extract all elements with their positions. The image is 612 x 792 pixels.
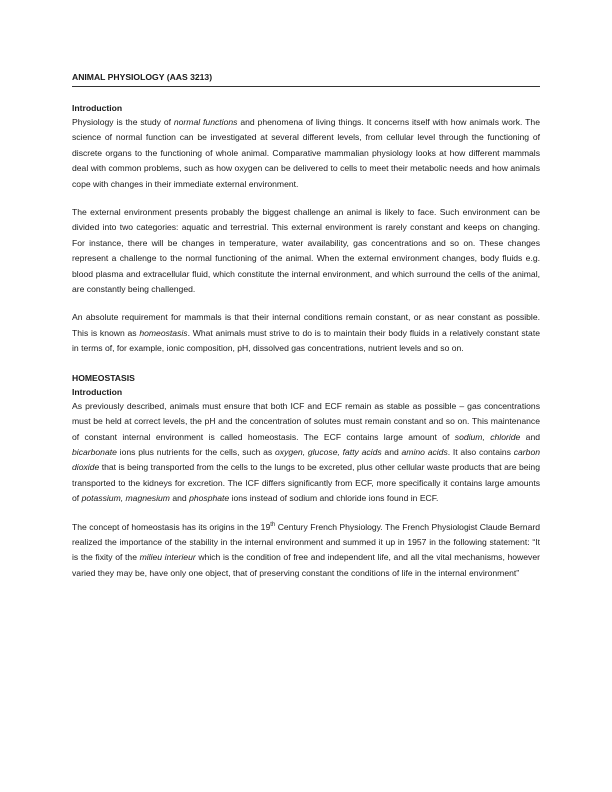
intro-paragraph-1: Physiology is the study of normal functions and phenomena of living things. It concerns itself with how animals work. The science of normal function can be investigated at several different levels, from cellular level through the functioning of discrete organs to the functioning of whole animal. Comparative mammalian physiology looks at how different mammals deal with common problems, such as how oxygen can be delivered to cells to meet their metabolic needs and how animals cope with changes in their immediate external environment. — [72, 117, 540, 189]
section-heading-homeostasis: HOMEOSTASIS — [72, 372, 135, 383]
emphasis-homeostasis: homeostasis — [139, 327, 188, 338]
subsection-heading-introduction: Introduction — [72, 386, 123, 397]
emphasis-milieu-interieur: milieu interieur — [139, 552, 196, 563]
homeostasis-paragraph-1: As previously described, animals must ensure that both ICF and ECF remain as stable as possible – gas concentrations must be held at correct levels, the pH and the concentration of solutes must remain constant and so on. This maintenance of constant internal environment is called homeostasis. The ECF contains large amount of sodium, chloride and bicarbonate ions plus nutrients for the cells, such as oxygen, glucose, fatty acids and amino acids. It also contains carbon dioxide that is being transported from the cells to the lungs to be excreted, plus other cellular waste products that are being transported to the kidneys for excretion. The ICF differs significantly from ECF, more specifically it contains large amounts of potassium, magnesium and phosphate ions instead of sodium and chloride ions found in ECF. — [72, 400, 541, 504]
intro-paragraph-3: An absolute requirement for mammals is that their internal conditions remain constant, or as near constant as possible. This is known as homeostasis. What animals must strive to do is to maintain their body fluids in a relatively constant state in terms of, for example, ionic composition, pH, dissolved gas concentrations, nutrient levels and so on. — [72, 312, 540, 354]
intro-paragraph-2: The external environment presents probably the biggest challenge an animal is likely to face. Such environment can be divided into two categories: aquatic and terrestrial. This external environment is rarely constant and keeps on changing. For instance, there will be changes in temperature, water availability, gas concentrations and so on. These changes represent a challenge to the normal functioning of the animal. When the external environment changes, body fluids e.g. blood plasma and extracellular fluid, which constitute the internal environment, and which surround the cells of the animal, are constantly being challenged. — [72, 207, 540, 295]
document-title: ANIMAL PHYSIOLOGY (AAS 3213) — [72, 72, 540, 87]
superscript-th: th — [270, 521, 276, 528]
section-heading-introduction: Introduction — [72, 103, 123, 113]
emphasis-normal-functions: normal functions — [173, 117, 238, 127]
homeostasis-paragraph-2: The concept of homeostasis has its origins in the 19th Century French Physiology. The French Physiologist Claude Bernard realized the importance of the stability in the internal environment and summed it up in 1957 in the following statement: “It is the fixity of the milieu interieur which is the condition of free and independent life, and all the vital mechanisms, however varied they may be, have only one object, that of preserving constant the conditions of life in the internal environment” — [72, 521, 540, 578]
